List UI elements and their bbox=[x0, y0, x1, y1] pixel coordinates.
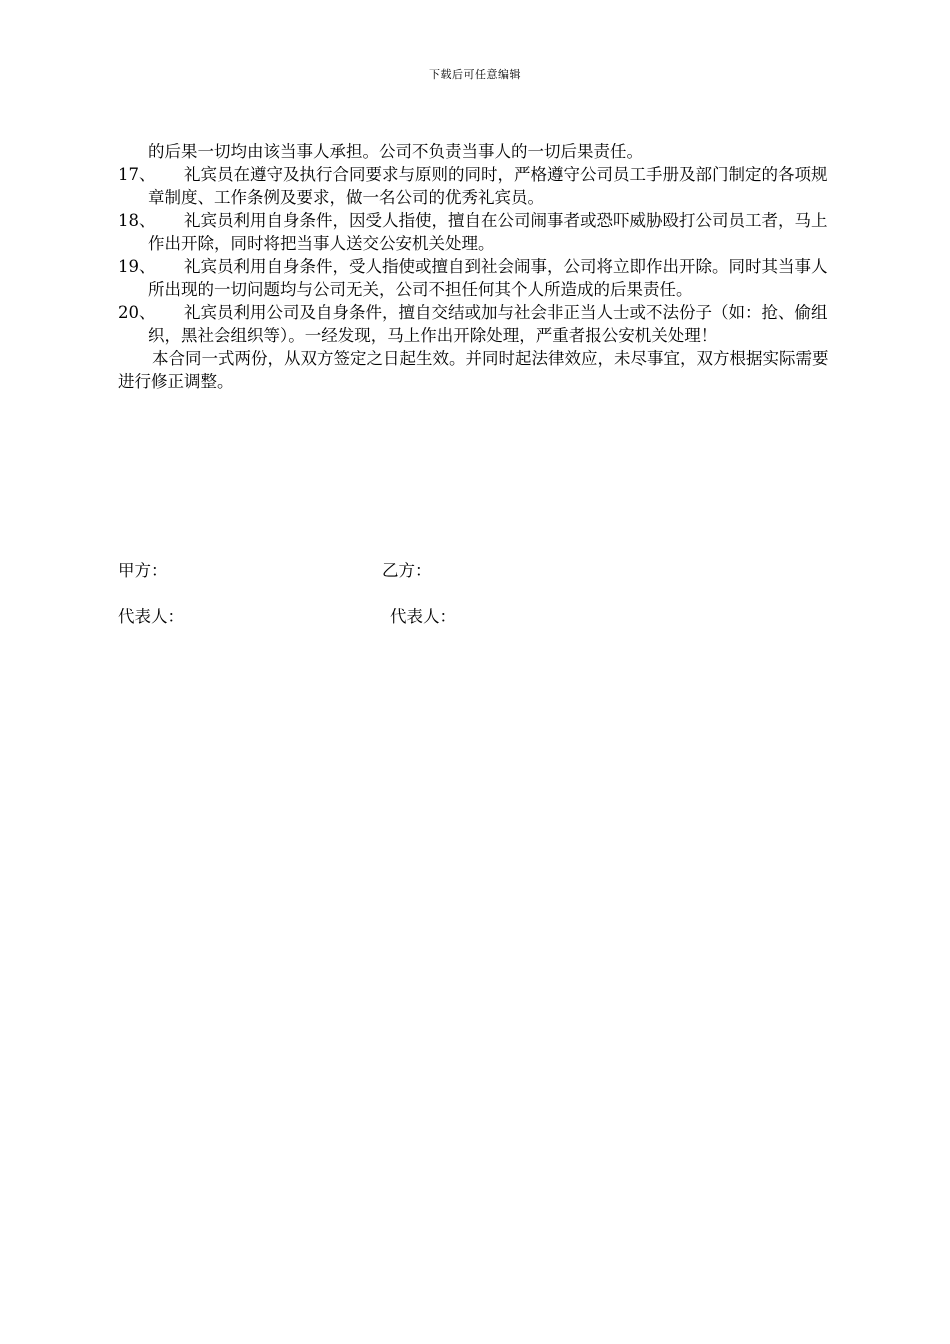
continuation-paragraph: 的后果一切均由该当事人承担。公司不负责当事人的一切后果责任。 bbox=[148, 142, 643, 161]
clause-20 bbox=[118, 301, 830, 347]
page-header-note: 下载后可任意编辑 bbox=[429, 68, 521, 81]
document-body bbox=[118, 140, 830, 393]
clause-18 bbox=[118, 209, 830, 255]
clause-text: 礼宾员利用自身条件，受人指使或擅自到社会闹事，公司将立即作出开除。同时其当事人所出现的一切问题均与公司无关，公司不担任何其个人所造成的后果责任。 bbox=[148, 257, 828, 299]
clause-text: 礼宾员利用公司及自身条件，擅自交结或加与社会非正当人士或不法份子（如：抢、偷组织，黑社会组织等）。一经发现，马上作出开除处理，严重者报公安机关处理！ bbox=[148, 303, 828, 345]
representative-a-label: 代表人： bbox=[118, 607, 184, 626]
clause-17 bbox=[118, 163, 830, 209]
clause-number: 19、 bbox=[118, 257, 156, 276]
party-b-label: 乙方： bbox=[382, 561, 432, 580]
clause-text: 礼宾员在遵守及执行合同要求与原则的同时，严格遵守公司员工手册及部门制定的各项规章制度、工作条例及要求，做一名公司的优秀礼宾员。 bbox=[148, 165, 828, 207]
clause-number: 20、 bbox=[118, 303, 156, 322]
clause-19 bbox=[118, 255, 830, 301]
representative-b-label: 代表人： bbox=[390, 607, 456, 626]
closing-paragraph: 本合同一式两份，从双方签定之日起生效。并同时起法律效应，未尽事宜，双方根据实际需要进行修正调整。 bbox=[118, 349, 829, 391]
clause-number: 18、 bbox=[118, 211, 156, 230]
clause-number: 17、 bbox=[118, 165, 156, 184]
party-a-label: 甲方： bbox=[118, 561, 168, 580]
clause-text: 礼宾员利用自身条件，因受人指使，擅自在公司闹事者或恐吓威胁殴打公司员工者，马上作出开除，同时将把当事人送交公安机关处理。 bbox=[148, 211, 828, 253]
